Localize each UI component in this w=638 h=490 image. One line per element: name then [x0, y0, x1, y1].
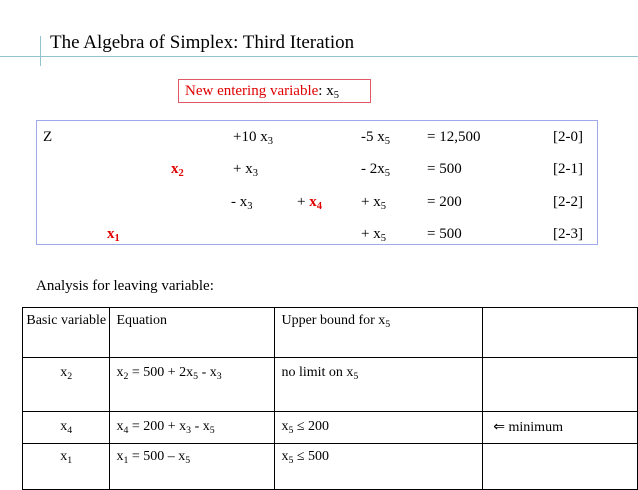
eq1-ref: [2-1]: [553, 161, 583, 177]
eq0-term1: +10 $x_3$: [233, 129, 273, 147]
eq3-ref: [2-3]: [553, 226, 583, 242]
eq2-rhs: = 200: [427, 194, 462, 210]
row-equation: $x_1 = 500 - x_5$: [110, 444, 275, 490]
eq0-basic: Z: [43, 129, 53, 145]
table-row: [23, 412, 638, 444]
row-note: [483, 358, 638, 412]
eq1-basic: $x_2$: [171, 161, 184, 179]
row-bound: $x_5 \le 500$: [275, 444, 483, 490]
eq3-term3: + $x_5$: [361, 226, 386, 244]
row-basic: $x_4$: [23, 412, 110, 444]
eq0-term3: -5 $x_5$: [361, 129, 390, 147]
slide-title: The Algebra of Simplex: Third Iteration: [50, 32, 355, 53]
row-equation: $x_2 = 500 + 2x_5 - x_3$: [110, 358, 275, 412]
eq3-rhs: = 500: [427, 226, 462, 242]
entering-label: New entering variable: [185, 83, 319, 99]
table-row: [23, 444, 638, 490]
eq0-ref: [2-0]: [553, 129, 583, 145]
row-note-minimum: ⇐ minimum: [483, 412, 638, 444]
header-basic-variable: Basic variable: [23, 308, 110, 358]
eq1-rhs: = 500: [427, 161, 462, 177]
eq0-rhs: = 12,500: [427, 129, 481, 145]
row-equation: $x_4 = 200 + x_3 - x_5$: [110, 412, 275, 444]
title-accent-line: [40, 36, 41, 66]
row-note: [483, 444, 638, 490]
analysis-heading: Analysis for leaving variable:: [36, 278, 214, 294]
entering-sep: :: [318, 83, 327, 99]
header-equation: Equation: [110, 308, 275, 358]
eq1-term3: - $2x_5$: [361, 161, 390, 179]
leaving-variable-table: [22, 307, 638, 490]
row-basic: $x_1$: [23, 444, 110, 490]
header-note: [483, 308, 638, 358]
eq2-term1: - $x_3$: [231, 194, 253, 212]
title-underline: [0, 56, 638, 57]
eq1-term1: + $x_3$: [233, 161, 258, 179]
table-header-row: [23, 308, 638, 358]
left-arrow-icon: ⇐: [493, 419, 506, 435]
entering-var: x: [326, 83, 334, 99]
equation-system-box: [36, 120, 598, 245]
row-basic: $x_2$: [23, 358, 110, 412]
entering-var-sub: 5: [333, 90, 339, 101]
eq2-term2: + $x_4$: [297, 194, 322, 212]
header-upper-bound: Upper bound for $x_5$: [275, 308, 483, 358]
eq2-term3: + $x_5$: [361, 194, 386, 212]
eq3-basic: $x_1$: [107, 226, 120, 244]
entering-variable-box: [178, 79, 371, 103]
row-bound: no limit on $x_5$: [275, 358, 483, 412]
table-row: [23, 358, 638, 412]
eq2-ref: [2-2]: [553, 194, 583, 210]
row-bound: $x_5 \le 200$: [275, 412, 483, 444]
